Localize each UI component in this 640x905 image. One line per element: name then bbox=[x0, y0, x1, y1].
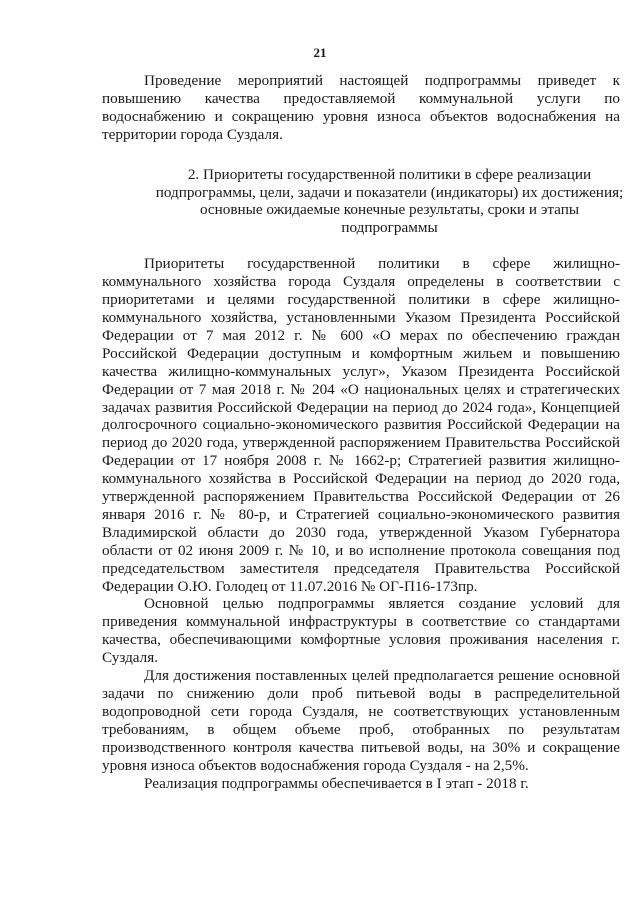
goal-paragraph: Основной целью подпрограммы является создание условий для приведения коммунальной инфраструктуры в соответствие со стандартами качества, обеспечивающими комфортные условия проживания населения г. Суздаля. bbox=[102, 595, 620, 667]
stages-paragraph: Реализация подпрограммы обеспечивается в I этап - 2018 г. bbox=[144, 774, 529, 792]
intro-paragraph: Проведение мероприятий настоящей подпрограммы приведет к повышению качества предоставляемой коммунальной услуги по водоснабжению и сокращению уровня износа объектов водоснабжения на территории города Суздаля. bbox=[102, 72, 620, 143]
tasks-paragraph: Для достижения поставленных целей предполагается решение основной задачи по снижению доли проб питьевой воды в распределительной водопроводной сети города Суздаля, не соответствующих установленным требованиям, в общем объеме проб, отобранных по результатам производственного контроля качества питьевой воды, на 30% и сокращение уровня износа объектов водоснабжения города Суздаля - на 2,5%. bbox=[102, 667, 620, 774]
priorities-paragraph: Приоритеты государственной политики в сфере жилищно-коммунального хозяйства города Суздаля определены в соответствии с приоритетами и целями государственной политики в сфере жилищно-коммунального хозяйства, установленными Указом Президента Российской Федерации от 7 мая 2012 г. № 600 «О мерах по обеспечению граждан Российской Федерации доступным и комфортным жильем и повышению качества жилищно-коммунальных услуг», Указом Президента Российской Федерации от 7 мая 2018 г. № 204 «О национальных целях и стратегических задачах развития Российской Федерации на период до 2024 года», Концепцией долгосрочного социально-экономического развития Российской Федерации на период до 2020 года, утвержденной распоряжением Правительства Российской Федерации от 17 ноября 2008 г. № 1662-р; Стратегией развития жилищно-коммунального хозяйства в Российской Федерации на период до 2020 года, утвержденной распоряжением Правительства Российской Федерации от 26 января 2016 г. № 80-р, и Стратегией социально-экономического развития Владимирской области до 2030 года, утвержденной Указом Губернатора области от 02 июня 2009 г. № 10, и во исполнение протокола совещания под председательством заместителя председателя Правительства Российской Федерации О.Ю. Голодец от 11.07.2016 № ОГ-П16-173пр. bbox=[102, 255, 620, 595]
section-heading: 2. Приоритеты государственной политики в сфере реализации подпрограммы, цели, задачи и показатели (индикаторы) их достижения; основные ожидаемые конечные результаты, сроки и этапы подпрограммы bbox=[155, 165, 624, 237]
page-number: 21 bbox=[313, 45, 327, 60]
document-body bbox=[102, 72, 624, 792]
